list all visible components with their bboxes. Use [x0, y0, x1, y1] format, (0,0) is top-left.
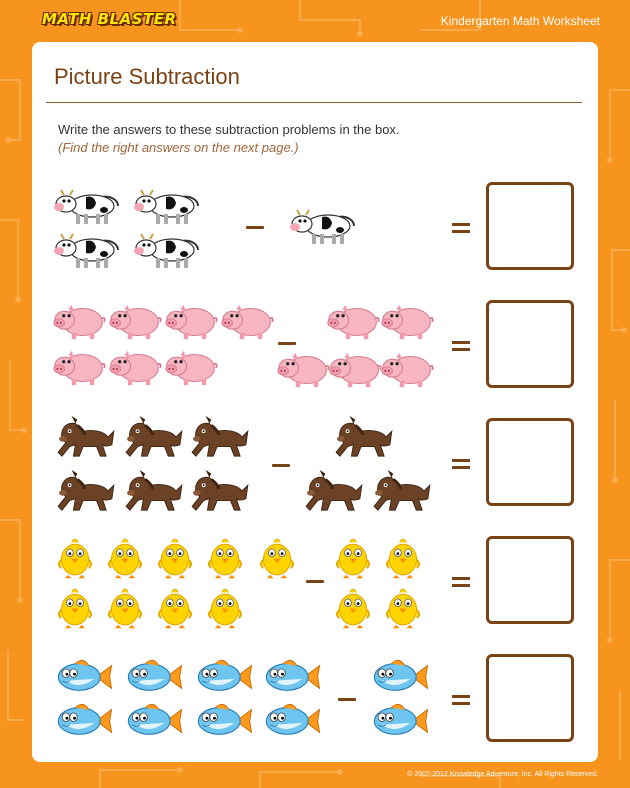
copyright-text: © 2007-2012 Knowledge Adventure, Inc. All Rights Reserved. — [407, 771, 598, 778]
horse-icon — [302, 466, 364, 514]
pig-icon — [380, 302, 434, 342]
horse-icon — [122, 412, 184, 460]
pig-icon — [164, 348, 218, 388]
problem-row — [32, 178, 598, 278]
answer-box[interactable] — [486, 654, 574, 742]
page-title: Picture Subtraction — [54, 64, 240, 89]
cow-icon — [52, 230, 122, 270]
chick-icon — [106, 534, 144, 580]
fish-icon — [122, 702, 186, 740]
cow-icon — [132, 186, 202, 226]
cow-icon — [132, 230, 202, 270]
pig-icon — [380, 350, 434, 390]
worksheet-label: Kindergarten Math Worksheet — [440, 14, 600, 28]
cow-icon — [288, 206, 358, 246]
pig-icon — [108, 302, 162, 342]
fish-icon — [260, 658, 324, 696]
fish-icon — [260, 702, 324, 740]
answer-box[interactable] — [486, 418, 574, 506]
answer-box[interactable] — [486, 300, 574, 388]
math-blaster-logo: MATH BLASTER — [42, 10, 177, 28]
horse-icon — [332, 412, 394, 460]
cow-icon — [52, 186, 122, 226]
horse-icon — [188, 466, 250, 514]
worksheet-sheet — [32, 42, 598, 762]
fish-icon — [52, 658, 116, 696]
chick-icon — [384, 584, 422, 630]
fish-icon — [368, 658, 432, 696]
minus-sign — [338, 698, 356, 701]
chick-icon — [56, 534, 94, 580]
fish-icon — [192, 658, 256, 696]
fish-icon — [192, 702, 256, 740]
fish-icon — [52, 702, 116, 740]
horse-icon — [122, 466, 184, 514]
chick-icon — [258, 534, 296, 580]
problem-row — [32, 650, 598, 750]
chick-icon — [334, 584, 372, 630]
horse-icon — [54, 466, 116, 514]
problem-row — [32, 296, 598, 396]
pig-icon — [326, 302, 380, 342]
chick-icon — [156, 584, 194, 630]
chick-icon — [206, 584, 244, 630]
chick-icon — [206, 534, 244, 580]
title-divider — [46, 102, 582, 103]
pig-icon — [164, 302, 218, 342]
pig-icon — [52, 302, 106, 342]
fish-icon — [122, 658, 186, 696]
chick-icon — [106, 584, 144, 630]
answer-box[interactable] — [486, 536, 574, 624]
chick-icon — [384, 534, 422, 580]
fish-icon — [368, 702, 432, 740]
horse-icon — [54, 412, 116, 460]
chick-icon — [156, 534, 194, 580]
minus-sign — [246, 226, 264, 229]
pig-icon — [52, 348, 106, 388]
problem-row — [32, 532, 598, 632]
chick-icon — [56, 584, 94, 630]
horse-icon — [370, 466, 432, 514]
problem-row — [32, 412, 598, 512]
answer-box[interactable] — [486, 182, 574, 270]
minus-sign — [272, 464, 290, 467]
chick-icon — [334, 534, 372, 580]
sub-instruction-text: (Find the right answers on the next page.) — [58, 140, 299, 155]
pig-icon — [108, 348, 162, 388]
pig-icon — [328, 350, 382, 390]
pig-icon — [220, 302, 274, 342]
horse-icon — [188, 412, 250, 460]
instruction-text: Write the answers to these subtraction problems in the box. — [58, 122, 400, 137]
pig-icon — [276, 350, 330, 390]
minus-sign — [278, 342, 296, 345]
minus-sign — [306, 580, 324, 583]
